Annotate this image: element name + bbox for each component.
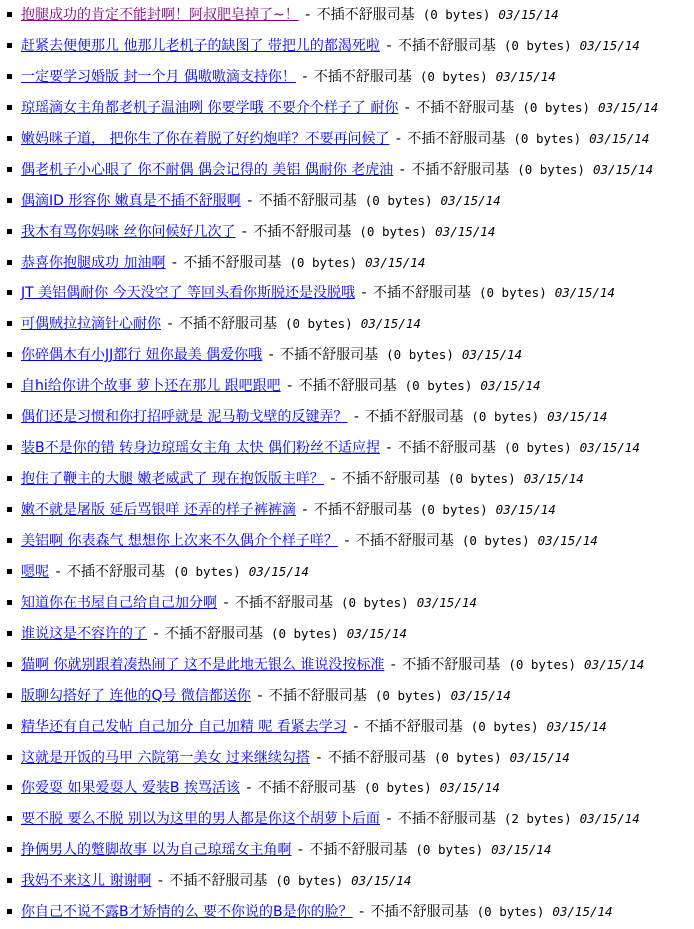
post-date: 03/15/14 [248,563,309,579]
bullet-square-icon [7,631,12,636]
post-row [7,62,694,93]
separator: - [153,873,168,890]
separator: - [252,687,267,704]
bullet-square-icon [7,569,12,574]
author-name: 不插不舒服司基 [341,471,440,488]
post-row [7,773,694,804]
separator: - [349,409,364,426]
post-date: 03/15/14 [365,254,426,270]
bullet-square-icon [7,260,12,265]
post-date: 03/15/14 [579,37,640,53]
separator: - [293,842,308,859]
bullet-square-icon [7,878,12,883]
byte-count: (0 bytes) [386,347,454,363]
separator: - [241,780,256,797]
post-row [7,588,694,619]
byte-count: (0 bytes) [471,409,540,425]
post-title-link[interactable]: 这就是开饭的马甲 六院第一美女 过来继续勾搭 [21,749,310,766]
author-name: 不插不舒服司基 [327,749,426,766]
post-row [7,217,694,248]
bullet-square-icon [7,816,12,821]
byte-count: (0 bytes) [289,254,358,270]
post-date: 03/15/14 [598,99,659,115]
post-date: 03/15/14 [360,316,421,332]
author-name: 不插不舒服司基 [402,656,501,673]
post-title-link[interactable]: 要不脱 要么不脱 别以为这里的男人都是你这个胡萝卜后面 [21,811,380,828]
bullet-square-icon [7,847,12,852]
post-row [7,402,694,433]
post-row [7,557,694,588]
post-date: 03/15/14 [589,130,650,146]
post-date: 03/15/14 [592,161,654,177]
separator: - [282,378,297,395]
separator: - [325,471,340,488]
byte-count: (0 bytes) [508,656,577,672]
bullet-square-icon [7,352,12,357]
author-name: 不插不舒服司基 [397,811,496,828]
bullet-square-icon [7,321,12,326]
post-date: 03/15/14 [579,811,640,827]
post-row [7,340,694,371]
author-name: 不插不舒服司基 [372,285,471,302]
post-row [7,681,694,712]
separator: - [311,749,326,766]
post-row [7,743,694,774]
byte-count: (0 bytes) [419,68,488,84]
post-title-link[interactable]: 知道你在书屋自己给自己加分啊 [21,594,217,611]
separator: - [163,316,177,333]
post-date: 03/15/14 [523,471,584,487]
bullet-square-icon [7,507,12,512]
post-date: 03/15/14 [439,780,500,796]
author-name: 不插不舒服司基 [407,130,506,147]
author-name: 不插不舒服司基 [313,68,412,85]
byte-count: (2 bytes) [503,811,572,827]
bullet-square-icon [7,476,12,481]
separator: - [381,440,396,457]
separator: - [51,563,65,580]
post-row [7,619,694,650]
author-name: 不插不舒服司基 [411,161,510,178]
separator: - [354,904,369,921]
byte-count: (0 bytes) [363,780,432,796]
author-name: 不插不舒服司基 [298,378,397,395]
post-title-link[interactable]: 恭喜你抱腿成功 加油啊 [21,254,166,271]
post-row [7,155,694,186]
post-date: 03/15/14 [552,904,613,920]
separator: - [297,502,312,518]
byte-count: (0 bytes) [340,594,409,610]
post-title-link[interactable]: 美铝啊 你表森气 想想你上次来不久偶介个样子咩？ [21,532,338,549]
separator: - [297,68,312,85]
post-date: 03/15/14 [546,718,607,734]
post-date: 03/15/14 [450,687,511,703]
post-title-link[interactable]: 谁说这是不容许的了 [21,625,147,642]
separator: - [386,656,401,673]
byte-count: (0 bytes) [478,285,547,301]
post-title-link[interactable]: 可偶贼拉拉滴针心耐你 [21,316,161,333]
separator: - [391,130,406,147]
post-date: 03/15/14 [537,532,598,548]
bullet-square-icon [7,105,12,110]
post-row [7,712,694,743]
author-name: 不插不舒服司基 [258,192,357,209]
post-row [7,93,694,124]
author-name: 不插不舒服司基 [397,440,496,457]
byte-count: (0 bytes) [503,37,572,53]
post-title-link[interactable]: 挣俩男人的蹩脚故事 以为自己琼瑶女主角啊 [21,842,292,859]
separator: - [242,192,257,209]
post-date: 03/15/14 [495,502,556,517]
byte-count: (0 bytes) [374,687,443,703]
author-name: 不插不舒服司基 [268,687,367,704]
author-name: 不插不舒服司基 [66,563,165,580]
byte-count: (0 bytes) [476,904,545,920]
post-title-link[interactable]: 抱住了鞭主的大腿 嫩老威武了 现在抱饭版主咩？ [21,471,324,488]
post-row [7,31,694,62]
separator: - [264,347,279,364]
bullet-square-icon [7,909,12,914]
author-name: 不插不舒服司基 [309,842,408,859]
bullet-square-icon [7,136,12,141]
byte-count: (0 bytes) [275,873,344,889]
byte-count: (0 bytes) [415,842,484,858]
author-name: 不插不舒服司基 [257,780,356,797]
author-name: 不插不舒服司基 [164,625,263,642]
bullet-square-icon [7,724,12,729]
author-name: 不插不舒服司基 [280,347,379,364]
post-row [7,186,694,217]
byte-count: (0 bytes) [461,532,530,548]
bullet-square-icon [7,693,12,698]
post-title-link[interactable]: 你爱耍 如果爱耍人 爱装B 挨骂活该 [21,780,240,797]
separator: - [300,7,315,23]
bullet-square-icon [7,229,12,234]
post-title-link[interactable]: 你碎偶木有小JJ都行 妞你最美 偶爱你哦 [21,347,263,364]
bullet-square-icon [7,538,12,543]
post-date: 03/15/14 [547,409,608,425]
post-title-link[interactable]: 抱腿成功的肯定不能封啊！阿叔肥皂掉了~！ [21,7,299,23]
post-date: 03/15/14 [461,347,523,363]
post-title-link[interactable]: 偶滴ID 形容你 嫩真是不插不舒服啊 [21,192,241,209]
author-name: 不插不舒服司基 [364,718,463,735]
post-date: 03/15/14 [346,625,407,641]
post-date: 03/15/14 [498,7,559,22]
byte-count: (0 bytes) [419,502,488,517]
bullet-square-icon [7,198,12,203]
separator: - [395,161,410,178]
byte-count: (0 bytes) [270,625,339,641]
byte-count: (0 bytes) [364,192,433,208]
separator: - [400,99,415,116]
author-name: 不插不舒服司基 [234,594,333,611]
post-title-link[interactable]: 偶老机子小心眼了 你不耐偶 偶会记得的 美铝 偶耐你 老虎油 [21,161,394,178]
post-date: 03/15/14 [440,192,501,208]
bullet-square-icon [7,600,12,605]
post-title-link[interactable]: 一定要学习婚版 封一个月 偶嗷嗷滴支持你！ [21,68,296,85]
bullet-square-icon [7,662,12,667]
author-name: 不插不舒服司基 [313,502,412,518]
separator: - [237,223,252,240]
post-date: 03/15/14 [351,873,412,889]
post-title-link[interactable]: 偶们还是习惯和你打招呼就是 泥马勒戈壁的反键弄？ [21,409,348,426]
post-row [7,0,694,31]
post-row [7,309,694,340]
byte-count: (0 bytes) [513,130,582,146]
bullet-square-icon [7,43,12,48]
post-row [7,650,694,681]
separator: - [381,811,396,828]
bullet-square-icon [7,383,12,388]
post-title-link[interactable]: 自hi给你讲个故事 萝卜还在那儿 跟吧跟吧 [21,378,281,395]
byte-count: (0 bytes) [359,223,428,239]
post-title-link[interactable]: 版聊勾搭好了 连他的Q号 微信都送你 [21,687,251,704]
author-name: 不插不舒服司基 [365,409,464,426]
bullet-square-icon [7,755,12,760]
post-title-link[interactable]: 赶紧去便便那儿 他那儿老机子的缺图了 带把儿的都渴死啦 [21,37,380,54]
author-name: 不插不舒服司基 [316,7,415,23]
post-row [7,464,694,495]
post-row [7,371,694,402]
byte-count: (0 bytes) [404,378,473,394]
post-row [7,433,694,464]
post-row [7,278,694,309]
post-date: 03/15/14 [554,285,615,301]
separator: - [149,625,163,642]
separator: - [339,532,354,549]
post-title-link[interactable]: 猫啊 你就别跟着凑热闹了 这不是此地无银么 谁说没按标准 [21,656,385,673]
post-date: 03/15/14 [435,223,496,239]
post-title-link[interactable]: 嫩不就是屠版 延后骂银咩 还弄的样子裤裤滴 [21,502,296,518]
separator: - [219,594,233,611]
post-title-link[interactable]: 你自己不说不露B才矫情的么 要不你说的B是你的脸？ [21,904,353,921]
post-title-link[interactable]: 我木有骂你妈咪 丝你问候好几次了 [21,223,236,240]
author-name: 不插不舒服司基 [253,223,352,240]
separator: - [348,718,363,735]
post-date: 03/15/14 [584,656,645,672]
byte-count: (0 bytes) [433,749,502,765]
byte-count: (0 bytes) [422,7,491,22]
byte-count: (0 bytes) [470,718,539,734]
post-row [7,526,694,557]
post-date: 03/15/14 [579,440,640,456]
separator: - [381,37,396,54]
separator: - [167,254,182,271]
author-name: 不插不舒服司基 [178,316,277,333]
post-row [7,248,694,279]
post-row [7,124,694,155]
post-row [7,835,694,866]
separator: - [357,285,371,302]
byte-count: (0 bytes) [517,161,585,177]
post-date: 03/15/14 [491,842,552,858]
author-name: 不插不舒服司基 [355,532,454,549]
bullet-square-icon [7,414,12,419]
post-title-link[interactable]: 琼瑶滴女主角都老机子温油咧 你要学哦 不要介个样子了 耐你 [21,99,399,116]
author-name: 不插不舒服司基 [183,254,282,271]
post-title-link[interactable]: 精华还有自己发帖 自己加分 自己加精 呢 看紧去学习 [21,718,347,735]
byte-count: (0 bytes) [503,440,572,456]
post-date: 03/15/14 [509,749,570,765]
post-title-link[interactable]: 我妈不来这儿 谢谢啊 [21,873,152,890]
bullet-square-icon [7,445,12,450]
author-name: 不插不舒服司基 [370,904,469,921]
byte-count: (0 bytes) [522,99,591,115]
byte-count: (0 bytes) [172,563,241,579]
byte-count: (0 bytes) [284,316,353,332]
bullet-square-icon [7,290,12,295]
post-title-link[interactable]: 嗯呢 [21,563,49,580]
bullet-square-icon [7,167,12,172]
post-row [7,866,694,897]
post-date: 03/15/14 [416,594,477,610]
post-date: 03/15/14 [480,378,541,394]
post-date: 03/15/14 [495,68,556,84]
author-name: 不插不舒服司基 [416,99,515,116]
post-row [7,495,694,526]
author-name: 不插不舒服司基 [397,37,496,54]
post-title-link[interactable]: 装B不是你的错 转身边琼瑶女主角 太快 偶们粉丝不适应捏 [21,440,380,457]
post-row [7,897,694,928]
post-row [7,804,694,835]
post-title-link[interactable]: JT 美铝偶耐你 今天没空了 等回头看你斯脱还是没脱哦 [21,285,356,302]
bullet-square-icon [7,785,12,790]
bullet-square-icon [7,74,12,79]
author-name: 不插不舒服司基 [169,873,268,890]
bullet-square-icon [7,12,12,17]
post-title-link[interactable]: 嫩妈咪子道， 把你生了你在着脱了好约炮咩？不要再问候了 [21,130,390,147]
byte-count: (0 bytes) [447,471,516,487]
